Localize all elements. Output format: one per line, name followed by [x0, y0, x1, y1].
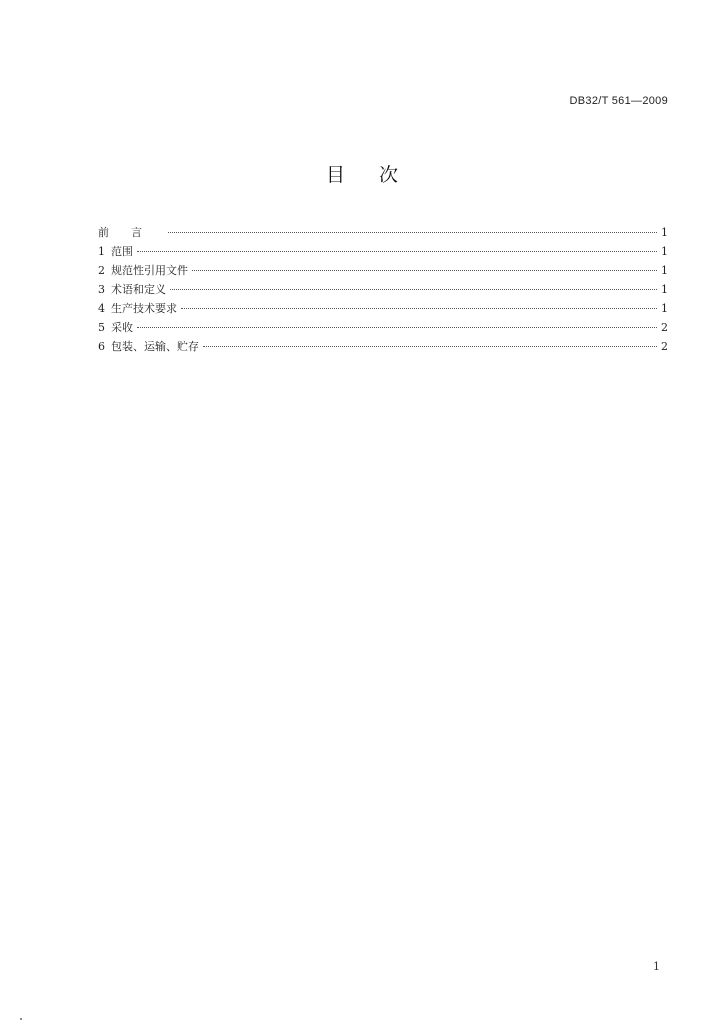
toc-item-number: 1: [98, 245, 105, 258]
toc-item-page: 2: [661, 340, 668, 353]
toc-item-foreword[interactable]: [98, 224, 668, 243]
toc-item-production-requirements[interactable]: [98, 300, 668, 319]
toc-item-label: 规范性引用文件: [111, 264, 188, 277]
toc-leader-dots: [192, 270, 657, 271]
toc-leader-dots: [170, 289, 657, 290]
toc-item-number: 6: [98, 340, 105, 353]
toc-list: [98, 224, 668, 357]
standard-code: DB32/T 561—2009: [569, 95, 668, 107]
page-number: 1: [653, 960, 660, 973]
toc-item-harvesting[interactable]: [98, 319, 668, 338]
toc-item-label: 范围: [111, 245, 133, 258]
toc-title: [0, 160, 724, 187]
toc-title-right: 次: [379, 164, 399, 186]
toc-title-left: 目: [325, 164, 345, 186]
scan-speck: [20, 1018, 22, 1020]
toc-item-normative-references[interactable]: [98, 262, 668, 281]
toc-item-packaging-transport-storage[interactable]: [98, 338, 668, 357]
toc-item-number: 5: [98, 321, 105, 334]
toc-item-label: 术语和定义: [111, 283, 166, 296]
toc-item-label: 包装、运输、贮存: [111, 340, 199, 353]
toc-leader-dots: [168, 232, 657, 233]
toc-item-page: 1: [661, 302, 668, 315]
toc-leader-dots: [203, 346, 657, 347]
toc-item-terms-definitions[interactable]: [98, 281, 668, 300]
toc-item-number: 2: [98, 264, 105, 277]
toc-item-page: 1: [661, 283, 668, 296]
toc-item-scope[interactable]: [98, 243, 668, 262]
toc-item-number: 4: [98, 302, 105, 315]
toc-item-label: 生产技术要求: [111, 302, 177, 315]
toc-item-page: 1: [661, 245, 668, 258]
toc-item-label: 采收: [111, 321, 133, 334]
toc-item-page: 1: [661, 226, 668, 239]
toc-leader-dots: [137, 327, 657, 328]
toc-item-page: 1: [661, 264, 668, 277]
toc-leader-dots: [181, 308, 657, 309]
toc-leader-dots: [137, 251, 657, 252]
toc-item-label: 前言: [98, 226, 164, 239]
toc-item-page: 2: [661, 321, 668, 334]
toc-item-number: 3: [98, 283, 105, 296]
